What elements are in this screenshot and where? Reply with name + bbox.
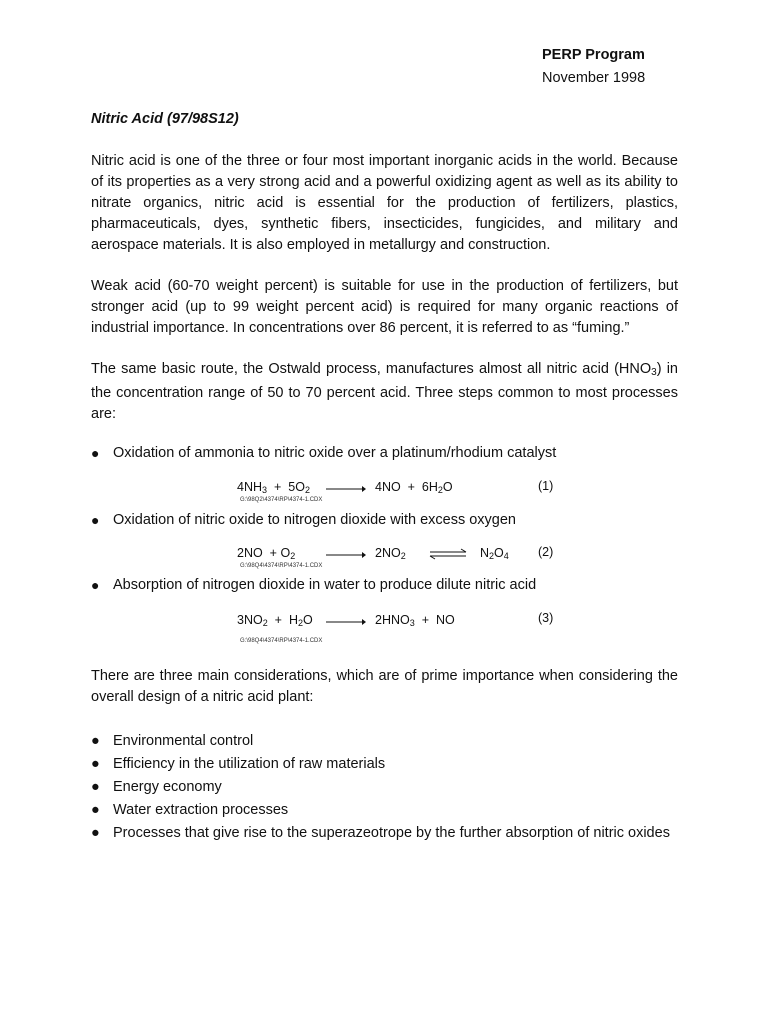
considerations-list bbox=[91, 731, 711, 846]
eq1-reactants: $4NH_3 + 5O_2$ bbox=[237, 480, 310, 495]
bullet-icon: ● bbox=[91, 779, 100, 795]
eq3-reactants: $3NO_2 + H_2O$ bbox=[237, 613, 313, 628]
reaction-arrow-icon bbox=[326, 617, 366, 627]
eq3-number: (3) bbox=[538, 611, 554, 625]
bullet-icon: ● bbox=[91, 512, 100, 528]
eq1-products: $4NO + 6H_2O$ bbox=[375, 480, 453, 495]
eq1-file-reference: G:\98Q2\4374\RP\4374-1.CDX bbox=[240, 497, 323, 503]
eq2-file-reference: G:\98Q4\4374\RP\4374-1.CDX bbox=[240, 563, 323, 569]
list-item bbox=[91, 777, 711, 800]
eq3-products: $2HNO_3$ + NO bbox=[375, 613, 455, 628]
ostwald-text-b: ) in the concentration range of 50 to 70 percent acid. Three steps common to most processes are: bbox=[91, 361, 678, 422]
bullet-icon: ● bbox=[91, 756, 100, 772]
eq2-products: $N_2O_4$ bbox=[480, 546, 509, 561]
reaction-arrow-icon bbox=[326, 550, 366, 560]
ostwald-subscript: 3 bbox=[651, 367, 657, 378]
list-item bbox=[91, 731, 711, 754]
bullet-icon: ● bbox=[91, 445, 100, 461]
intro-paragraph: Nitric acid is one of the three or four most important inorganic acids in the world. Because of its properties as a very strong acid and a powerful oxidizing agent as well as its ability to nitrate organics, nitric acid is essential for the production of fertilizers, plastics, pharmaceuticals, dyes, synthetic fibers, insecticides, fungicides, and military and aerospace materials. It is also employed in metallurgy and construction. bbox=[91, 153, 678, 253]
acid-strength-paragraph: Weak acid (60-70 weight percent) is suitable for use in the production of fertilizers, but stronger acid (up to 99 weight percent acid) is required for many organic reactions of industrial importance. In concentrations over 86 percent, it is referred to as “fuming.” bbox=[91, 278, 678, 336]
program-name: PERP Program bbox=[542, 47, 645, 63]
eq2-intermediate: $2NO_2$ bbox=[375, 546, 406, 561]
list-item bbox=[91, 754, 711, 777]
step-text: Oxidation of nitric oxide to nitrogen dioxide with excess oxygen bbox=[113, 512, 516, 528]
eq2-number: (2) bbox=[538, 545, 554, 559]
bullet-icon: ● bbox=[91, 733, 100, 749]
report-date: November 1998 bbox=[542, 70, 646, 86]
bullet-icon: ● bbox=[91, 802, 100, 818]
reaction-arrow-icon bbox=[326, 484, 366, 494]
eq3-file-reference: G:\98Q4\4374\RP\4374-1.CDX bbox=[240, 638, 323, 644]
list-item bbox=[91, 800, 711, 823]
step-text: Absorption of nitrogen dioxide in water to produce dilute nitric acid bbox=[113, 577, 537, 593]
step-text: Oxidation of ammonia to nitric oxide over a platinum/rhodium catalyst bbox=[113, 445, 557, 461]
list-item-text: Efficiency in the utilization of raw materials bbox=[113, 756, 386, 772]
ostwald-text-a: The same basic route, the Ostwald process, manufactures almost all nitric acid (HNO bbox=[91, 361, 652, 377]
considerations-paragraph: There are three main considerations, which are of prime importance when considering the overall design of a nitric acid plant: bbox=[91, 668, 678, 705]
list-item-text: Environmental control bbox=[113, 733, 254, 749]
bullet-icon: ● bbox=[91, 577, 100, 593]
ostwald-paragraph bbox=[91, 359, 678, 425]
list-item-text: Water extraction processes bbox=[113, 802, 289, 818]
equilibrium-arrow-icon bbox=[428, 548, 468, 560]
bullet-icon: ● bbox=[91, 825, 100, 841]
document-title: Nitric Acid (97/98S12) bbox=[91, 111, 239, 127]
list-item-text: Processes that give rise to the superazeotrope by the further absorption of nitric oxides bbox=[113, 825, 670, 841]
list-item bbox=[91, 823, 711, 846]
list-item-text: Energy economy bbox=[113, 779, 222, 795]
eq2-reactants: $2NO + O_2$ bbox=[237, 546, 296, 561]
page-header bbox=[542, 44, 645, 90]
eq1-number: (1) bbox=[538, 479, 554, 493]
